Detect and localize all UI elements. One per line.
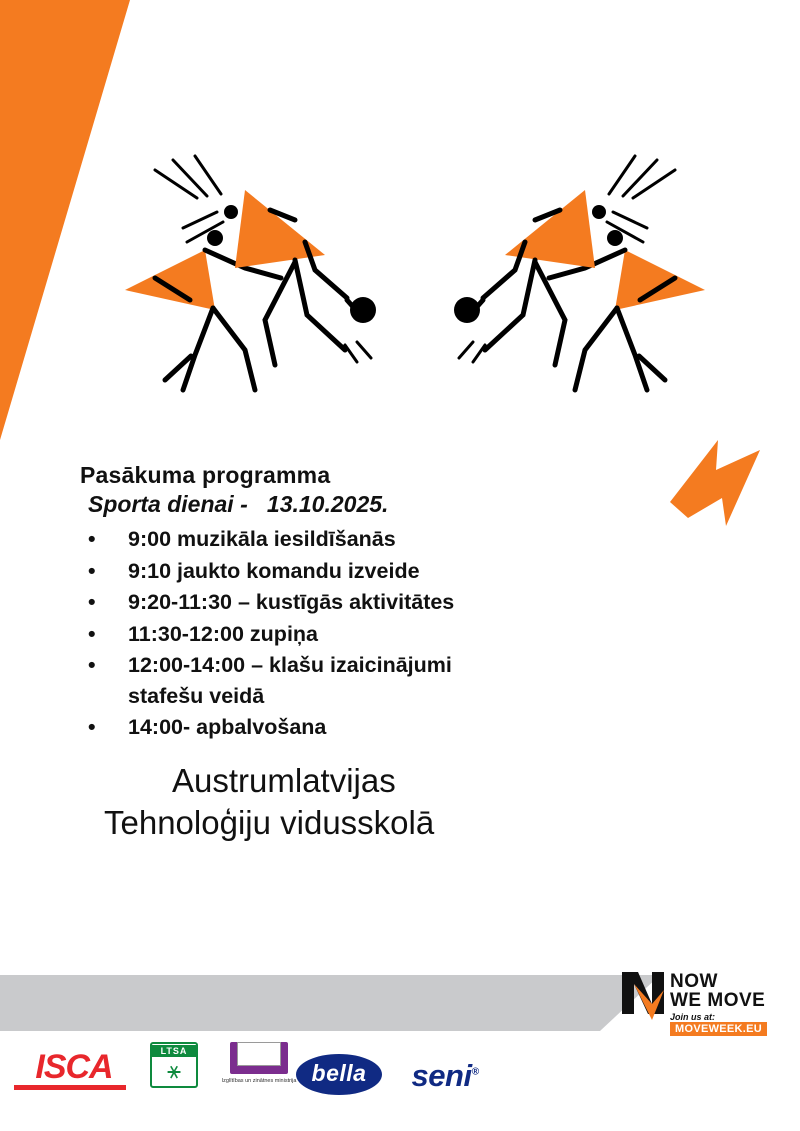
bullet-icon: •	[88, 590, 96, 615]
nowwemove-wordmark	[670, 972, 765, 1010]
bullet-icon: •	[88, 653, 96, 678]
list-item	[80, 587, 640, 618]
sponsor-ltsa	[146, 1042, 202, 1088]
isca-wordmark: ISCA	[35, 1048, 113, 1086]
list-item	[80, 712, 640, 743]
schedule-item-text: 11:30-12:00 zupiņa	[128, 621, 319, 646]
program-subtitle: Sporta dienai - 13.10.2025.	[88, 491, 389, 517]
ltsa-badge	[150, 1042, 198, 1088]
athletes-illustration	[95, 150, 735, 410]
moveweek-url-badge: MOVEWEEK.EU	[670, 1022, 767, 1036]
seni-registered-icon: ®	[471, 1066, 479, 1078]
sponsor-bella	[296, 1054, 382, 1095]
venue-block	[100, 760, 700, 844]
ltsa-wordmark: LTSA	[152, 1045, 196, 1057]
sponsor-seni	[390, 1058, 500, 1094]
ministry-emblem-icon	[230, 1042, 288, 1074]
ministry-coat-of-arms-icon	[237, 1042, 281, 1066]
nowwemove-logo	[618, 970, 793, 1040]
bella-wordmark: bella	[296, 1054, 382, 1095]
schedule-item-text: 12:00-14:00 – klašu izaicinājumi	[128, 653, 452, 678]
schedule-item-continuation: stafešu veidā	[128, 683, 265, 708]
venue-line-2: Tehnoloģiju vidusskolā	[104, 804, 435, 842]
program-title: Pasākuma programma	[80, 462, 331, 488]
ltsa-athlete-icon: ⚹	[167, 1057, 181, 1083]
nowwemove-line-2: WE MOVE	[670, 990, 766, 1011]
orange-arrow-accent-icon	[660, 440, 770, 540]
schedule-item-text: 9:00 muzikāla iesildīšanās	[128, 527, 396, 551]
nowwemove-mark-icon	[618, 970, 668, 1030]
bullet-icon: •	[88, 558, 96, 583]
nowwemove-line-1: NOW	[670, 971, 718, 992]
schedule-list	[80, 524, 640, 743]
list-item	[80, 650, 640, 711]
seni-wordmark	[390, 1058, 500, 1094]
venue-line-1: Austrumlatvijas	[172, 762, 396, 799]
list-item	[80, 556, 640, 587]
list-item	[80, 619, 640, 650]
program-block	[80, 462, 640, 744]
sponsor-ministry	[218, 1040, 300, 1085]
bullet-icon: •	[88, 527, 96, 551]
seni-wordmark-text: seni	[411, 1058, 472, 1093]
nowwemove-join-label: Join us at:	[670, 1012, 716, 1022]
bullet-icon: •	[88, 621, 96, 646]
sponsor-row	[0, 1040, 800, 1120]
schedule-item-text: 14:00- apbalvošana	[128, 715, 327, 740]
schedule-item-text: 9:20-11:30 – kustīgās aktivitātes	[128, 590, 455, 615]
schedule-item-text: 9:10 jaukto komandu izveide	[128, 558, 420, 583]
bullet-icon: •	[88, 715, 96, 740]
sponsor-isca	[14, 1048, 134, 1090]
list-item	[80, 524, 640, 555]
ministry-caption: Izglītības un zinātnes ministrija	[221, 1078, 297, 1084]
